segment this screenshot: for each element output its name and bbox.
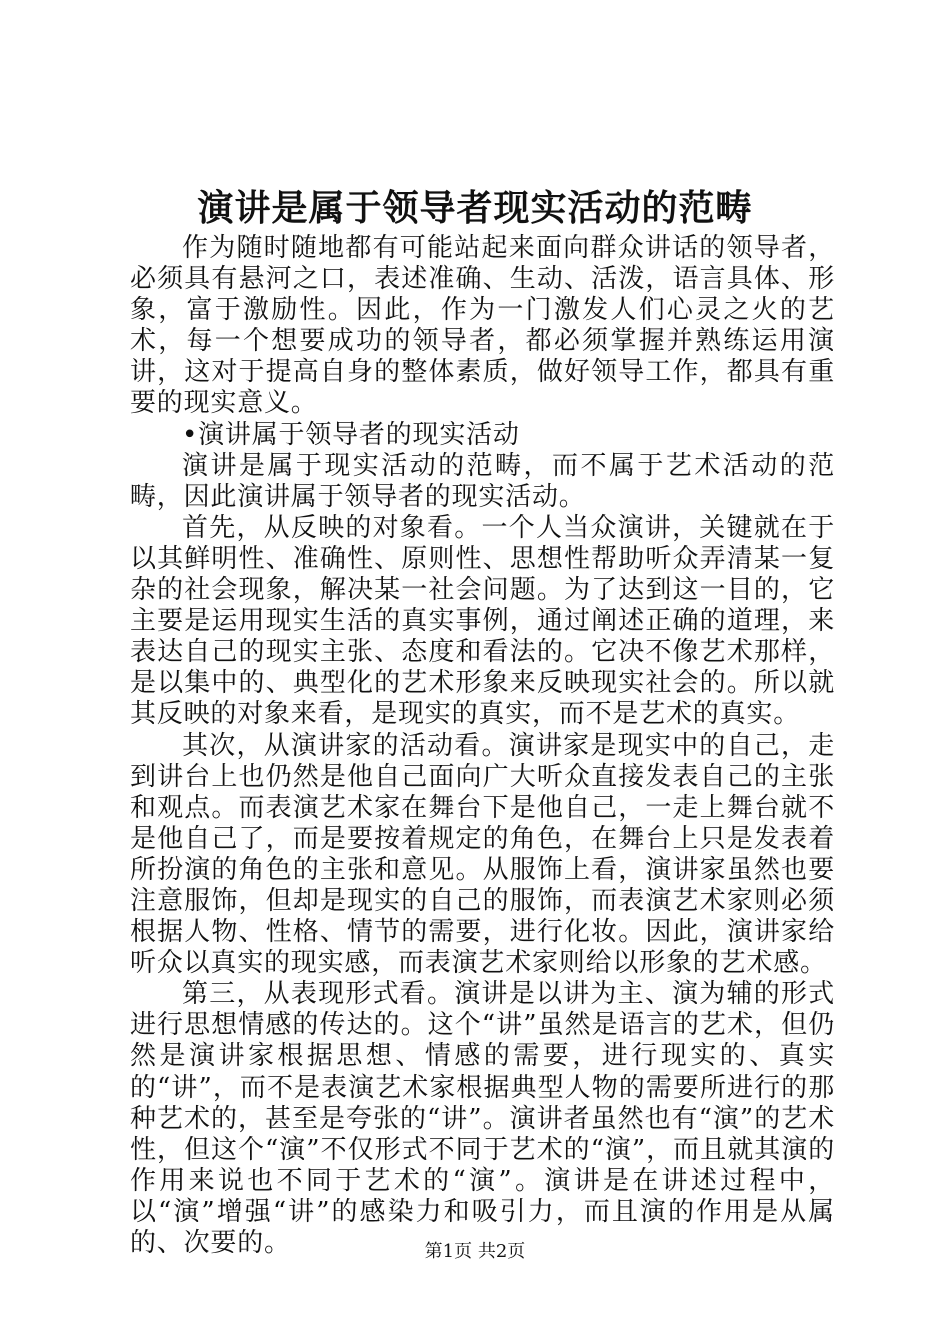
paragraph-first-point: 首先，从反映的对象看。一个人当众演讲，关键就在于以其鲜明性、准确性、原则性、思想性帮助听众弄清某一复杂的社会现象，解决某一社会问题。为了达到这一目的，它主要是运用现实生活的真实事例，通过阐述正确的道理，来表达自己的现实主张、态度和看法的。它决不像艺术那样，是以集中的、典型化的艺术形象来反映现实社会的。所以就其反映的对象来看，是现实的真实，而不是艺术的真实。 bbox=[130, 512, 835, 730]
page-number-footer: 第1页 共2页 bbox=[424, 1241, 526, 1262]
paragraph-intro: 作为随时随地都有可能站起来面向群众讲话的领导者，必须具有悬河之口，表述准确、生动、活泼，语言具体、形象，富于激励性。因此，作为一门激发人们心灵之火的艺术，每一个想要成功的领导者，都必须掌握并熟练运用演讲，这对于提高自身的整体素质，做好领导工作，都具有重要的现实意义。 bbox=[130, 233, 835, 419]
paragraph-second-point: 其次，从演讲家的活动看。演讲家是现实中的自己，走到讲台上也仍然是他自己面向广大听众直接发表自己的主张和观点。而表演艺术家在舞台下是他自己，一走上舞台就不是他自己了，而是要按着规定的角色，在舞台上只是发表着所扮演的角色的主张和意见。从服饰上看，演讲家虽然也要注意服饰，但却是现实的自己的服饰，而表演艺术家则必须根据人物、性格、情节的需要，进行化妆。因此，演讲家给听众以真实的现实感，而表演艺术家则给以形象的艺术感。 bbox=[130, 730, 835, 979]
paragraph-third-point: 第三，从表现形式看。演讲是以讲为主、演为辅的形式进行思想情感的传达的。这个“讲”虽然是语言的艺术，但仍然是演讲家根据思想、情感的需要，进行现实的、真实的“讲”，而不是表演艺术家根据典型人物的需要所进行的那种艺术的，甚至是夸张的“讲”。演讲者虽然也有“演”的艺术性，但这个“演”不仅形式不同于艺术的“演”，而且就其演的作用来说也不同于艺术的“演”。演讲是在讲述过程中，以“演”增强“讲”的感染力和吸引力，而且演的作用是从属的、次要的。 bbox=[130, 979, 835, 1258]
document-body bbox=[130, 233, 835, 1259]
document-title: 演讲是属于领导者现实活动的范畴 bbox=[197, 187, 753, 229]
section-heading-bullet: •演讲属于领导者的现实活动 bbox=[182, 419, 520, 450]
paragraph-statement: 演讲是属于现实活动的范畴，而不属于艺术活动的范畴，因此演讲属于领导者的现实活动。 bbox=[130, 450, 835, 512]
